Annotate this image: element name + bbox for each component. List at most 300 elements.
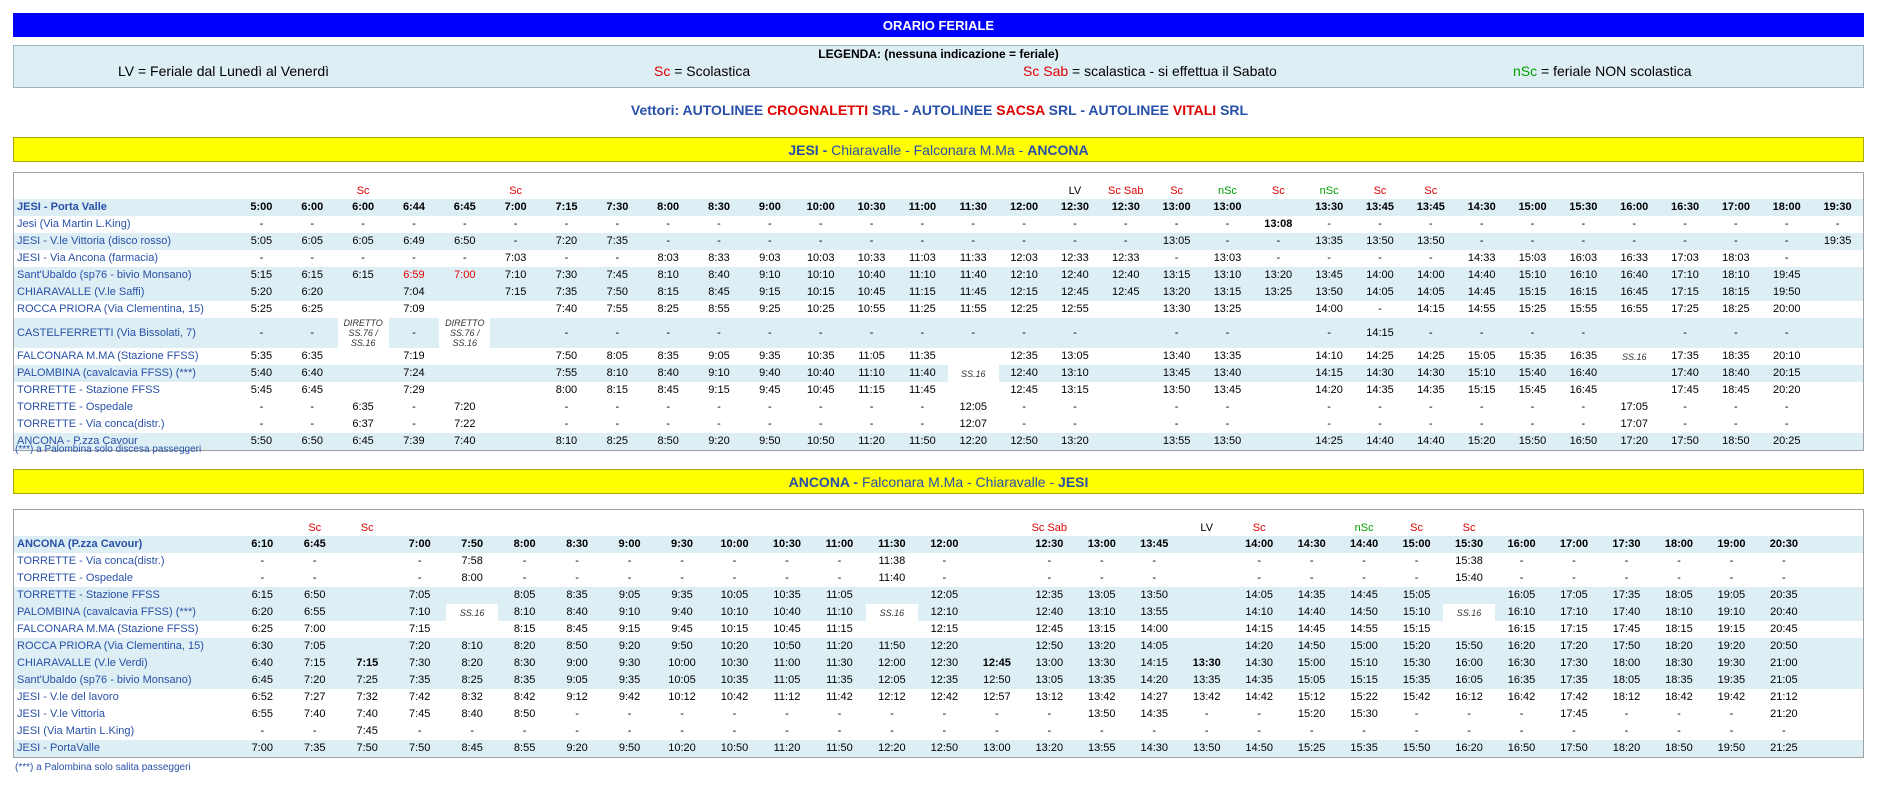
stop-name: TORRETTE - Via conca(distr.) <box>17 555 165 567</box>
departure-time: 8:32 <box>461 691 483 703</box>
departure-time: 14:27 <box>1140 691 1169 703</box>
departure-time: 10:05 <box>656 672 708 689</box>
departure-time: - <box>732 572 737 584</box>
departure-time: - <box>462 218 467 230</box>
departure-time: - <box>694 233 745 250</box>
departure-time: - <box>732 725 737 737</box>
carrier-1-suffix: SRL <box>872 102 900 118</box>
departure-time: 6:40 <box>287 365 338 382</box>
departure-time: 5:05 <box>236 233 287 250</box>
departure-time: - <box>837 725 842 737</box>
departure-time: - <box>1530 401 1535 413</box>
service-code <box>656 510 708 536</box>
departure-time: 8:10 <box>592 365 643 382</box>
departure-time: - <box>1204 708 1209 720</box>
departure-time: 10:50 <box>708 740 760 757</box>
departure-time: - <box>564 218 569 230</box>
departure-time: 14:35 <box>1417 384 1445 396</box>
departure-time: 13:03 <box>1213 252 1242 264</box>
departure-time: 8:25 <box>657 303 679 315</box>
departure-time: - <box>1581 418 1586 430</box>
departure-time: 12:10 <box>999 267 1050 284</box>
routing-note: SS.16 <box>1609 348 1660 365</box>
departure-time: 18:35 <box>1653 672 1705 689</box>
departure-time: - <box>1225 401 1230 413</box>
departure-time: 7:10 <box>490 267 541 284</box>
departure-time: 10:03 <box>806 252 835 264</box>
departure-time: 15:22 <box>1350 691 1378 703</box>
departure-time: 12:55 <box>1061 303 1089 315</box>
departure-time: - <box>1202 318 1253 348</box>
departure-time: - <box>1378 218 1382 230</box>
departure-time: 17:50 <box>1548 740 1600 757</box>
departure-time: - <box>1784 218 1789 230</box>
stop-name: TORRETTE - Ospedale <box>17 401 133 413</box>
table-row <box>14 638 1863 655</box>
departure-time: - <box>627 572 632 584</box>
departure-time <box>1100 365 1151 382</box>
departure-time: 14:30 <box>1405 365 1456 382</box>
departure-time <box>1180 553 1232 570</box>
service-code <box>795 173 846 199</box>
departure-time: 13:40 <box>1162 350 1191 362</box>
service-code <box>1810 510 1863 536</box>
departure-time: 11:30 <box>948 199 999 216</box>
departure-time: 16:00 <box>1495 536 1547 553</box>
departure-time: 12:20 <box>866 740 918 757</box>
departure-time: - <box>1047 572 1052 584</box>
departure-time: 12:40 <box>1023 604 1075 621</box>
departure-time: - <box>236 318 287 348</box>
departure-time: - <box>575 708 579 720</box>
departure-time: 15:25 <box>1518 303 1547 315</box>
departure-time: 17:07 <box>1620 418 1648 430</box>
departure-time: 12:03 <box>1010 252 1038 264</box>
departure-time: - <box>1558 233 1609 250</box>
departure-time: 7:20 <box>393 638 445 655</box>
departure-time: 17:45 <box>1560 708 1588 720</box>
departure-time: 12:40 <box>1050 267 1101 284</box>
departure-time: 12:35 <box>918 672 970 689</box>
departure-time: 6:25 <box>251 623 273 635</box>
departure-time <box>1812 318 1863 348</box>
service-code: Sc <box>1271 185 1285 197</box>
departure-time: - <box>942 708 947 720</box>
departure-time: 12:20 <box>918 638 970 655</box>
departure-time: - <box>1304 318 1355 348</box>
departure-time: 15:35 <box>1518 350 1547 362</box>
departure-time: 12:30 <box>1050 199 1101 216</box>
service-code: Sc <box>1252 522 1266 534</box>
departure-time: 14:00 <box>1233 536 1285 553</box>
departure-time: 11:40 <box>897 365 948 382</box>
service-code: Sc <box>1462 522 1476 534</box>
departure-time: 13:25 <box>1213 303 1242 315</box>
departure-time <box>1253 433 1304 450</box>
departure-time: 13:05 <box>1023 672 1075 689</box>
departure-time: 15:03 <box>1518 252 1547 264</box>
stop-name: TORRETTE - Stazione FFSS <box>17 384 160 396</box>
service-code <box>1548 510 1600 536</box>
departure-time: 6:20 <box>287 284 338 301</box>
departure-time <box>341 570 393 587</box>
departure-time: 12:30 <box>918 655 970 672</box>
departure-time: - <box>522 555 527 567</box>
departure-time: - <box>818 401 823 413</box>
departure-time: 11:05 <box>813 587 865 604</box>
departure-time: 13:50 <box>1304 284 1355 301</box>
departure-time: 8:10 <box>498 604 550 621</box>
departure-time <box>1810 570 1863 587</box>
departure-time: - <box>1632 218 1637 230</box>
departure-time: 17:20 <box>1548 638 1600 655</box>
departure-time <box>439 301 490 318</box>
departure-time: 12:50 <box>999 433 1050 450</box>
departure-time: 13:35 <box>1180 672 1232 689</box>
departure-time: 7:20 <box>454 401 476 413</box>
departure-time: 11:12 <box>773 691 801 703</box>
departure-time: - <box>1782 572 1786 584</box>
departure-time: 17:05 <box>1548 587 1600 604</box>
departure-time: 5:50 <box>236 433 287 450</box>
departure-time: 7:50 <box>555 350 578 362</box>
departure-time: 14:15 <box>1304 365 1355 382</box>
departure-time: 11:20 <box>761 740 813 757</box>
departure-time: 6:15 <box>236 587 288 604</box>
departure-time: 10:40 <box>795 365 846 382</box>
departure-time: 12:45 <box>971 655 1023 672</box>
departure-time: 17:35 <box>1600 587 1652 604</box>
departure-time <box>971 536 1023 553</box>
departure-time: - <box>1073 418 1077 430</box>
departure-time: - <box>1309 555 1314 567</box>
departure-time: 13:10 <box>1202 267 1253 284</box>
departure-time: 13:20 <box>1076 638 1128 655</box>
departure-time: 13:08 <box>1264 218 1293 230</box>
departure-time: 17:10 <box>1660 267 1711 284</box>
departure-time: 8:45 <box>446 740 498 757</box>
departure-time: 12:05 <box>866 672 918 689</box>
departure-time: 14:42 <box>1245 691 1273 703</box>
departure-time: 12:30 <box>1100 199 1151 216</box>
stop-name: JESI - V.le del lavoro <box>17 691 119 703</box>
service-code <box>1507 173 1558 199</box>
departure-time: 16:00 <box>1609 199 1660 216</box>
departure-time: - <box>1677 555 1681 567</box>
departure-time: 20:15 <box>1761 365 1812 382</box>
departure-time: 8:45 <box>566 623 588 635</box>
departure-time: 15:15 <box>1467 384 1496 396</box>
departure-time: - <box>897 318 948 348</box>
departure-time: - <box>260 725 265 737</box>
departure-time: 9:05 <box>708 350 730 362</box>
departure-time: - <box>1022 401 1026 413</box>
departure-time: - <box>837 572 842 584</box>
departure-time: - <box>1047 708 1052 720</box>
departure-time: - <box>310 401 315 413</box>
departure-time: 19:15 <box>1717 623 1746 635</box>
stop-name: JESI - V.le Vittoria <box>17 708 106 720</box>
departure-time: 15:50 <box>1390 740 1442 757</box>
stop-name: PALOMBINA (cavalcavia FFSS) (***) <box>14 604 236 621</box>
departure-time: 18:05 <box>1653 587 1705 604</box>
departure-time: 16:33 <box>1620 252 1648 264</box>
departure-time: 13:12 <box>1035 691 1064 703</box>
departure-time: 8:55 <box>708 303 730 315</box>
departure-time: - <box>1152 725 1157 737</box>
service-code <box>592 173 643 199</box>
departure-time: - <box>1174 252 1179 264</box>
departure-time: - <box>1530 218 1535 230</box>
departure-time: 19:00 <box>1705 536 1757 553</box>
departure-time: 8:15 <box>513 623 536 635</box>
departure-time: 8:55 <box>498 740 550 757</box>
carrier-sep-2: - <box>1080 102 1085 118</box>
departure-time: - <box>1519 555 1524 567</box>
stop-name: JESI - Via Ancona (farmacia) <box>17 252 159 264</box>
departure-time: - <box>1572 725 1576 737</box>
route1-table <box>14 173 1863 450</box>
departure-time: 15:00 <box>1390 536 1442 553</box>
departure-time: 13:15 <box>1151 267 1202 284</box>
departure-time: - <box>717 218 721 230</box>
departure-time: 13:45 <box>1304 267 1355 284</box>
departure-time: - <box>995 708 999 720</box>
departure-time: 13:42 <box>1192 691 1221 703</box>
departure-time <box>1253 348 1304 365</box>
departure-time: 5:25 <box>250 303 273 315</box>
departure-time: 10:00 <box>795 199 846 216</box>
departure-time <box>1812 348 1863 365</box>
departure-time: 7:20 <box>541 233 592 250</box>
route2-timetable <box>13 509 1864 758</box>
departure-time: - <box>627 725 632 737</box>
departure-time: - <box>575 725 579 737</box>
departure-time: - <box>1835 218 1840 230</box>
departure-time: - <box>412 218 416 230</box>
departure-time: 9:35 <box>603 672 655 689</box>
page-title: ORARIO FERIALE <box>13 13 1864 37</box>
departure-time: - <box>643 318 694 348</box>
departure-time: - <box>615 401 620 413</box>
departure-time: 19:20 <box>1705 638 1757 655</box>
departure-time: 13:50 <box>1128 587 1180 604</box>
table-row <box>14 416 1863 433</box>
departure-time: - <box>412 252 416 264</box>
departure-time: 14:30 <box>1456 199 1507 216</box>
departure-time: 20:35 <box>1758 587 1810 604</box>
departure-time: 12:50 <box>918 740 970 757</box>
departure-time <box>1100 301 1151 318</box>
departure-time: - <box>1677 708 1681 720</box>
departure-time: 15:00 <box>1507 199 1558 216</box>
departure-time: 7:45 <box>408 708 431 720</box>
departure-time: 7:45 <box>592 267 643 284</box>
departure-time: 6:05 <box>287 233 338 250</box>
departure-time: - <box>1257 708 1262 720</box>
departure-time: 11:03 <box>909 252 936 264</box>
departure-time: 11:33 <box>959 252 987 264</box>
departure-time: 20:50 <box>1758 638 1810 655</box>
departure-time: 12:00 <box>999 199 1050 216</box>
stop-name: CHIARAVALLE (V.le Saffi) <box>14 284 236 301</box>
departure-time: 13:10 <box>1050 365 1101 382</box>
departure-time: 18:12 <box>1612 691 1641 703</box>
departure-time <box>446 587 498 604</box>
departure-time: - <box>999 233 1050 250</box>
departure-time: 11:50 <box>866 638 918 655</box>
departure-time <box>1812 382 1863 399</box>
departure-time: 11:45 <box>948 284 999 301</box>
departure-time: 8:20 <box>498 638 550 655</box>
carriers-line <box>0 102 1879 118</box>
departure-time <box>971 587 1023 604</box>
departure-time: - <box>890 725 894 737</box>
departure-time: 15:45 <box>1518 384 1547 396</box>
service-code: nSc <box>1354 522 1374 534</box>
departure-time: 9:45 <box>671 623 693 635</box>
departure-time: 6:25 <box>301 303 323 315</box>
departure-time: - <box>1734 401 1738 413</box>
service-code <box>708 510 760 536</box>
legend-scsab-text: = scalastica - si effettua il Sabato <box>1068 63 1277 79</box>
departure-time: 7:35 <box>289 740 341 757</box>
departure-time: 6:52 <box>251 691 273 703</box>
departure-time: - <box>1225 218 1230 230</box>
departure-time: - <box>1047 725 1052 737</box>
departure-time: - <box>846 233 897 250</box>
departure-time: 15:20 <box>1456 433 1507 450</box>
departure-time: 8:35 <box>551 587 603 604</box>
departure-time: 20:10 <box>1772 350 1801 362</box>
table-row <box>14 536 1863 553</box>
route2-table <box>14 510 1863 757</box>
departure-time: - <box>717 401 721 413</box>
table-row <box>14 621 1863 638</box>
departure-time: 8:20 <box>446 655 498 672</box>
departure-time <box>1810 689 1863 706</box>
departure-time: - <box>1519 725 1524 737</box>
service-code <box>439 173 490 199</box>
departure-time: 8:05 <box>498 587 550 604</box>
departure-time: 10:12 <box>668 691 696 703</box>
departure-time: 13:30 <box>1076 655 1128 672</box>
departure-time: 7:42 <box>408 691 431 703</box>
departure-time <box>1180 570 1232 587</box>
departure-time: 10:35 <box>708 672 760 689</box>
departure-time: 6:45 <box>236 672 288 689</box>
departure-time: 9:50 <box>603 740 655 757</box>
departure-time: 10:40 <box>761 604 813 621</box>
service-code: Sc <box>360 522 374 534</box>
service-code <box>1558 173 1609 199</box>
departure-time: - <box>1479 218 1484 230</box>
table-row <box>14 318 1863 348</box>
departure-time: - <box>680 725 684 737</box>
departure-time <box>338 382 389 399</box>
stop-name: ROCCA PRIORA (Via Clementina, 15) <box>17 303 204 315</box>
departure-time <box>341 587 393 604</box>
departure-time: 13:50 <box>1180 740 1232 757</box>
route2-footnote: (***) a Palombina solo salita passeggeri <box>15 762 191 773</box>
departure-time: 15:00 <box>1285 655 1337 672</box>
departure-time: 8:33 <box>708 252 730 264</box>
departure-time: 9:05 <box>551 672 603 689</box>
departure-time <box>948 382 999 399</box>
departure-time: - <box>1362 725 1366 737</box>
departure-time: 10:00 <box>656 655 708 672</box>
departure-time <box>1100 348 1151 365</box>
departure-time: 8:00 <box>461 572 483 584</box>
departure-time <box>490 348 541 365</box>
departure-time: 11:25 <box>909 303 936 315</box>
departure-time: - <box>1309 725 1314 737</box>
departure-time: - <box>417 572 422 584</box>
departure-time: 15:05 <box>1285 672 1337 689</box>
departure-time: 17:15 <box>1660 284 1711 301</box>
service-code <box>1128 510 1180 536</box>
departure-time: 6:44 <box>389 199 440 216</box>
departure-time: 12:33 <box>1112 252 1140 264</box>
departure-time: - <box>1456 233 1507 250</box>
departure-time: 6:55 <box>289 604 341 621</box>
departure-time: - <box>869 401 874 413</box>
departure-time: 9:35 <box>759 350 781 362</box>
routing-note: DIRETTO SS.76 / SS.16 <box>338 318 389 348</box>
departure-time: 12:30 <box>1023 536 1075 553</box>
departure-time <box>338 365 389 382</box>
departure-time: 9:10 <box>603 604 655 621</box>
departure-time: 13:55 <box>1076 740 1128 757</box>
stop-name: CHIARAVALLE (V.le Verdi) <box>14 655 236 672</box>
departure-time: - <box>1073 218 1077 230</box>
departure-time: - <box>361 218 365 230</box>
departure-time: 16:40 <box>1558 365 1609 382</box>
departure-time: 17:00 <box>1548 536 1600 553</box>
departure-time: 12:15 <box>999 284 1050 301</box>
departure-time: 13:25 <box>1253 284 1304 301</box>
stop-name: Sant'Ubaldo (sp76 - bivio Monsano) <box>14 267 236 284</box>
departure-time: 7:35 <box>592 233 643 250</box>
service-code: Sc <box>509 185 523 197</box>
departure-time: 7:30 <box>541 267 592 284</box>
departure-time: - <box>1729 708 1734 720</box>
departure-time: - <box>995 725 999 737</box>
departure-time: - <box>1378 303 1382 315</box>
service-code <box>971 510 1023 536</box>
departure-time: - <box>310 218 315 230</box>
departure-time <box>971 570 1023 587</box>
stop-name: TORRETTE - Stazione FFSS <box>14 587 236 604</box>
departure-time: 14:40 <box>1456 267 1507 284</box>
departure-time: 6:45 <box>439 199 490 216</box>
departure-time: 13:15 <box>1088 623 1116 635</box>
departure-time: 7:15 <box>541 199 592 216</box>
routing-note: SS.16 <box>866 604 918 621</box>
departure-time: 14:35 <box>1285 587 1337 604</box>
departure-time: 14:35 <box>1233 672 1285 689</box>
departure-time: - <box>942 555 947 567</box>
legend-sc-code: Sc <box>654 63 671 79</box>
departure-time: 8:50 <box>643 433 694 450</box>
departure-time: 15:30 <box>1350 708 1378 720</box>
stop-name: ROCCA PRIORA (Via Clementina, 15) <box>14 638 236 655</box>
stop-name: Sant'Ubaldo (sp76 - bivio Monsano) <box>14 672 236 689</box>
departure-time: - <box>1677 572 1681 584</box>
departure-time: - <box>897 233 948 250</box>
departure-time: 18:15 <box>1665 623 1693 635</box>
route2-title-start: ANCONA - <box>788 473 859 490</box>
